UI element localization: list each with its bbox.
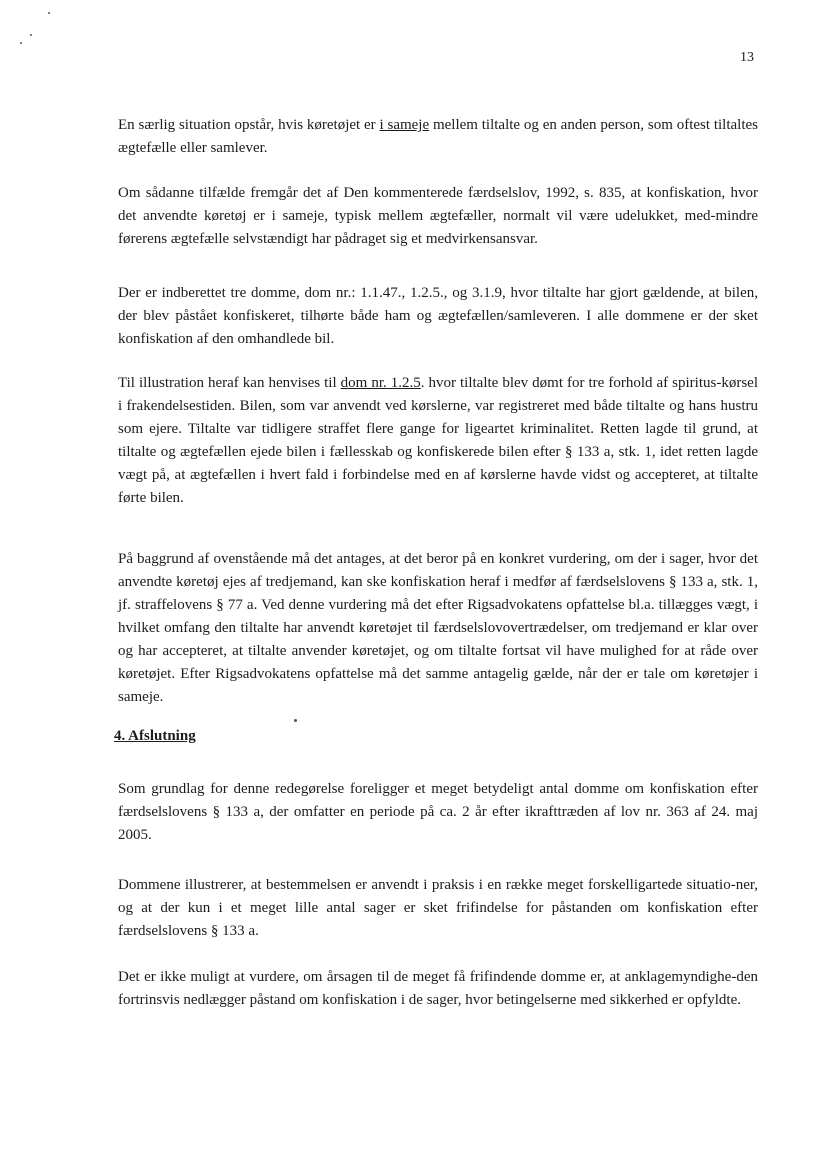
paragraph-sameje (118, 114, 758, 160)
scan-speck (30, 34, 32, 36)
section-heading: 4. Afslutning (114, 728, 196, 744)
paragraph-text: Til illustration heraf kan henvises til (118, 375, 341, 391)
scan-speck (294, 719, 297, 722)
paragraph-illustration (118, 372, 758, 510)
paragraph-text: Som grundlag for denne redegørelse foreligger et meget betydeligt antal domme om konfiskation efter færdselslovens § 133 a, der omfatter en periode på ca. 2 år efter ikrafttræden af lov nr. 363 af 24. maj 2005. (118, 781, 758, 843)
underlined-term: i sameje (379, 117, 430, 133)
paragraph-text: mellem tiltalte og en anden person, som oftest tiltaltes ægtefælle eller samlever. (118, 117, 758, 156)
page-number: 13 (740, 50, 754, 65)
underlined-reference: dom nr. 1.2.5 (340, 375, 421, 391)
paragraph-text: En særlig situation opstår, hvis køretøjet er (118, 117, 380, 133)
scan-speck (48, 12, 50, 14)
scan-speck (20, 42, 22, 44)
paragraph-aarsagen (118, 966, 758, 1012)
paragraph-baggrund (118, 548, 758, 709)
paragraph-dommene (118, 874, 758, 943)
paragraph-indberettet (118, 282, 758, 351)
paragraph-grundlag (118, 778, 758, 847)
paragraph-text: Det er ikke muligt at vurdere, om årsagen til de meget få frifindende domme er, at anklagemyndighe-den fortrinsvis nedlægger påstand om konfiskation i de sager, hvor betingelserne med sikkerhed er opfyldte. (118, 969, 758, 1008)
paragraph-text: Dommene illustrerer, at bestemmelsen er anvendt i praksis i en række meget forskelligartede situatio-ner, og at der kun i et meget lille antal sager er sket frifindelse for påstanden om konfiskation efter færdselslovens § 133 a. (118, 877, 758, 939)
paragraph-text: Om sådanne tilfælde fremgår det af Den kommenterede færdselslov, 1992, s. 835, at konfiskation, hvor det anvendte køretøj er i sameje, typisk mellem ægtefæller, normalt vil være udelukket, med-mindre førerens ægtefælle selvstændigt har pådraget sig et medvirkensansvar. (118, 185, 758, 247)
paragraph-kommenterede (118, 182, 758, 251)
paragraph-text: . hvor tiltalte blev dømt for tre forhold af spiritus-kørsel i frakendelsestiden. Bilen, som var anvendt ved kørslerne, var registreret med både tiltalte og hans hustru som ejere. Tiltalte var tidligere straffet flere gange for ligeartet kriminalitet. Retten lagde til grund, at tiltalte og ægtefællen ejede bilen i fællesskab og konfiskerede bilen efter § 133 a, stk. 1, idet retten lagde vægt på, at ægtefællen i hvert fald i forbindelse med en af kørslerne havde vidst og accepteret, at tiltalte førte bilen. (118, 375, 758, 506)
paragraph-text: På baggrund af ovenstående må det antages, at det beror på en konkret vurdering, om der i sager, hvor det anvendte køretøj ejes af tredjemand, kan ske konfiskation heraf i medfør af færdselslovens § 133 a, stk. 1, jf. straffelovens § 77 a. Ved denne vurdering må det efter Rigsadvokatens opfattelse bl.a. tillægges vægt, i hvilket omfang den tiltalte har anvendt køretøjet til færdselslovovertrædelser, om tredjemand er klar over og har accepteret, at tiltalte anvender køretøjet, og om tiltalte fortsat vil have mulighed for at råde over køretøjet. Efter Rigsadvokatens opfattelse må det samme antagelig gælde, når der er tale om køretøjer i sameje. (118, 551, 758, 705)
paragraph-text: Der er indberettet tre domme, dom nr.: 1.1.47., 1.2.5., og 3.1.9, hvor tiltalte har gjort gældende, at bilen, der blev påstået konfiskeret, tilhørte både ham og ægtefællen/samleveren. I alle dommene er der sket konfiskation af den omhandlede bil. (118, 285, 758, 347)
